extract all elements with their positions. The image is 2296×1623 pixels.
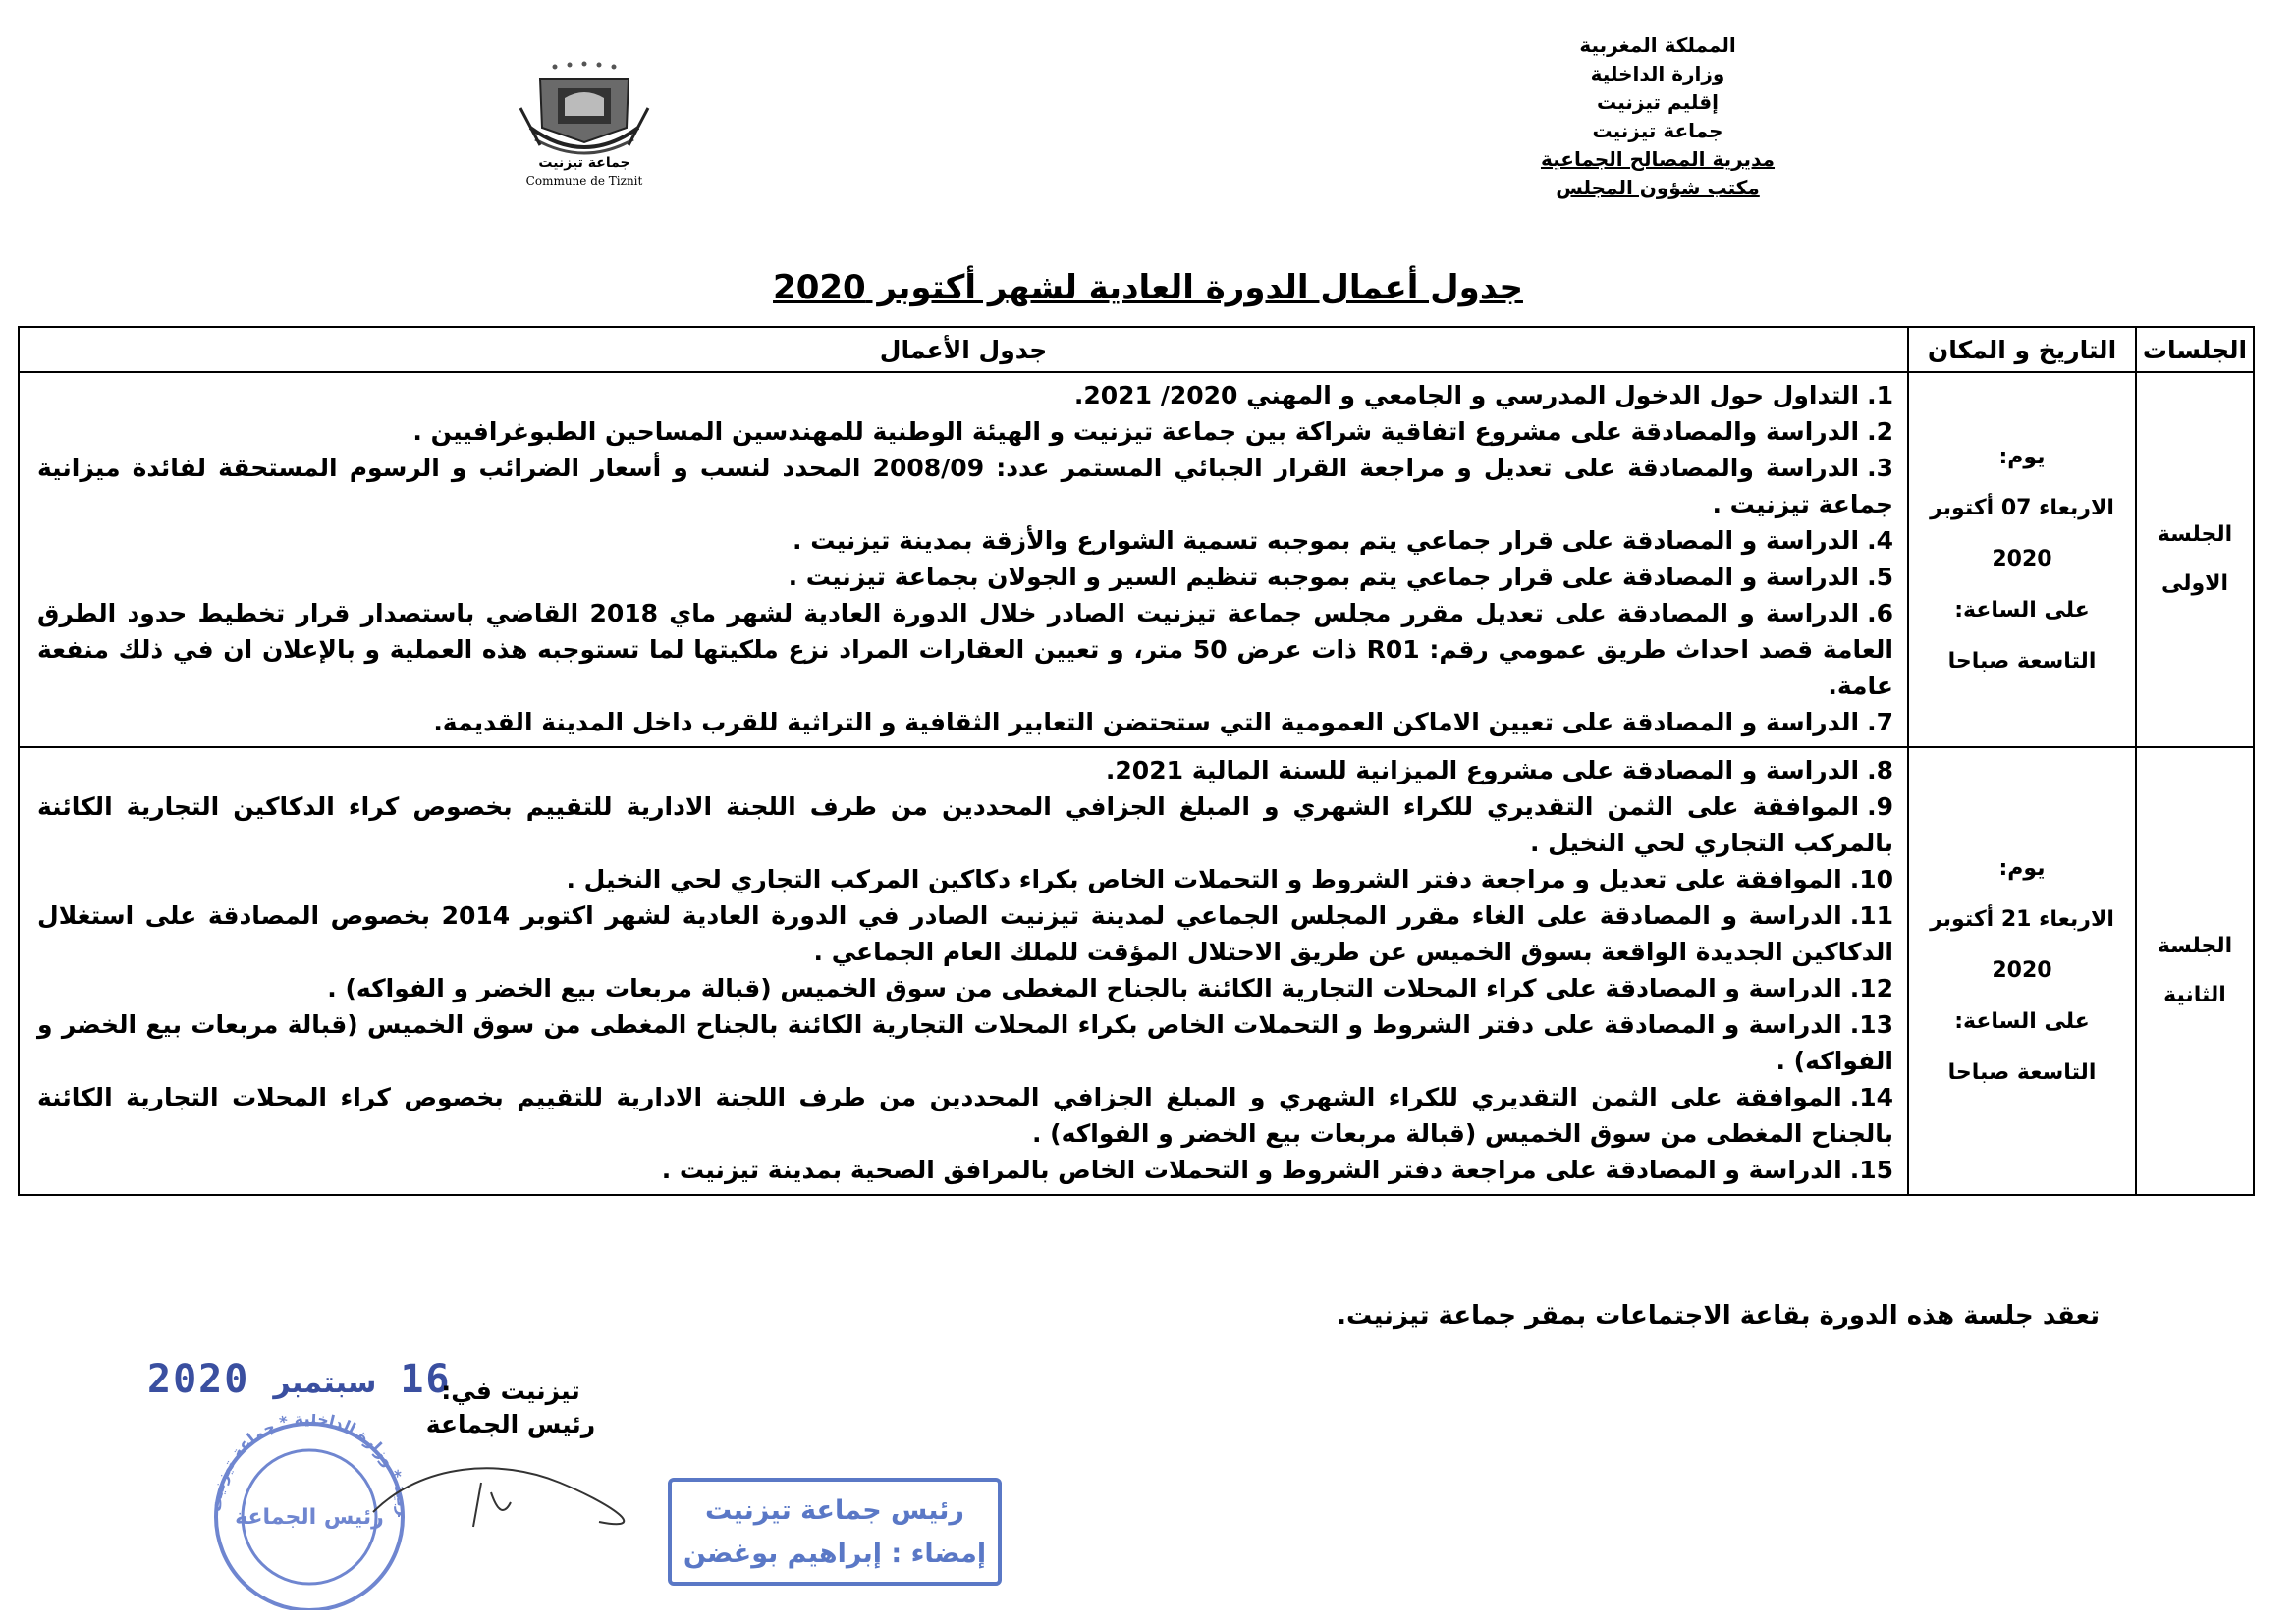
item-number: 9.	[1867, 792, 1893, 821]
header-agenda: جدول الأعمال	[19, 327, 1908, 372]
item-number: 5.	[1867, 563, 1893, 591]
name-stamp-title: رئيس جماعة تيزنيت	[705, 1495, 964, 1526]
item-number: 4.	[1867, 526, 1893, 555]
header-line-province: إقليم تيزنيت	[1597, 90, 1719, 114]
agenda-item	[37, 752, 1893, 788]
header-line-kingdom: المملكة المغربية	[1579, 33, 1736, 57]
time-label: على الساعة:	[1954, 598, 2090, 622]
agenda-item	[37, 897, 1893, 970]
item-text: الدراسة و المصادقة على كراء المحلات التجارية الكائنة بالجناح المغطى من سوق الخميس (قبالة مربعات بيع الخضر و الفواكه) .	[327, 974, 1842, 1002]
agenda-items-cell	[19, 747, 1908, 1195]
item-text: التداول حول الدخول المدرسي و الجامعي و المهني 2020/ 2021.	[1073, 381, 1860, 409]
session-name-line: الجلسة	[2157, 522, 2233, 547]
item-text: الدراسة والمصادقة على تعديل و مراجعة القرار الجبائي المستمر عدد: 2008/09 المحدد لنسب و أسعار الضرائب و الرسوم المستحقة لفائدة ميزانية جماعة تيزنيت .	[37, 454, 1893, 518]
time-value: التاسعة صباحا	[1947, 1060, 2097, 1085]
session-date-cell	[1908, 747, 2136, 1195]
item-text: الدراسة و المصادقة على تعيين الاماكن العمومية التي ستحتضن التعابير الثقافية و التراثية للقرب داخل المدينة القديمة.	[433, 708, 1860, 736]
commune-emblem-icon	[511, 59, 658, 196]
item-text: الدراسة و المصادقة على دفتر الشروط و التحملات الخاص بكراء المحلات التجارية الكائنة بالجناح المغطى من سوق الخميس (قبالة مربعات بيع الخضر و الفواكه) .	[37, 1010, 1893, 1075]
date-label: يوم:	[1998, 445, 2046, 469]
session-name-cell	[2136, 747, 2254, 1195]
agenda-item	[37, 377, 1893, 413]
header-line-ministry: وزارة الداخلية	[1590, 62, 1725, 85]
signed-at-label: تيزنيت في:	[441, 1377, 580, 1405]
header-date-place: التاريخ و المكان	[1908, 327, 2136, 372]
session-name-line: الجلسة	[2157, 934, 2233, 958]
item-text: الموافقة على الثمن التقديري للكراء الشهري و المبلغ الجزافي المحددين من طرف اللجنة الادارية للتقييم بخصوص كراء المحلات التجارية الكائنة بالجناح المغطى من سوق الخميس (قبالة مربعات بيع الخضر و الفواكه) .	[37, 1083, 1893, 1148]
meeting-location-note: تعقد جلسة هذه الدورة بقاعة الاجتماعات بمقر جماعة تيزنيت.	[1337, 1301, 2100, 1330]
agenda-table	[18, 326, 2255, 1196]
round-stamp-ring-text: ربية * وزارة الداخلية * جماعة تيزنيت	[205, 1414, 413, 1517]
header-line-commune: جماعة تيزنيت	[1592, 119, 1723, 142]
item-text: الدراسة و المصادقة على مراجعة دفتر الشروط و التحملات الخاص بالمرافق الصحية بمدينة تيزنيت .	[661, 1156, 1842, 1184]
date-stamp-year: 2020	[147, 1357, 250, 1402]
agenda-item	[37, 704, 1893, 740]
item-text: الدراسة و المصادقة على الغاء مقرر المجلس الجماعي لمدينة تيزنيت الصادر في الدورة العادية لشهر اكتوبر 2014 بخصوص المصادقة على استغلال الدكاكين الجديدة الواقعة بسوق الخميس عن طريق الاحتلال المؤقت للملك العام الجماعي .	[37, 901, 1893, 966]
item-text: الدراسة و المصادقة على مشروع الميزانية للسنة المالية 2021.	[1105, 756, 1860, 784]
session-row-first	[19, 372, 2254, 747]
item-number: 15.	[1849, 1156, 1893, 1184]
header-sessions: الجلسات	[2136, 327, 2254, 372]
date-stamp-month: سبتمبر	[273, 1366, 377, 1400]
agenda-item	[37, 413, 1893, 450]
header-line-office: مكتب شؤون المجلس	[1556, 176, 1760, 199]
session-name-line: الثانية	[2163, 983, 2226, 1007]
agenda-item	[37, 559, 1893, 595]
agenda-item	[37, 970, 1893, 1006]
item-text: الدراسة و المصادقة على قرار جماعي يتم بموجبه تسمية الشوارع والأزقة بمدينة تيزنيت .	[793, 526, 1860, 555]
session-name-line: الاولى	[2160, 571, 2229, 596]
signature-icon	[363, 1453, 658, 1542]
item-text: الدراسة والمصادقة على مشروع اتفاقية شراكة بين جماعة تيزنيت و الهيئة الوطنية للمهندسين المساحين الطبوغرافيين .	[412, 417, 1860, 446]
session-row-second	[19, 747, 2254, 1195]
president-name-stamp	[668, 1478, 1002, 1586]
agenda-item	[37, 1006, 1893, 1079]
agenda-item	[37, 595, 1893, 704]
item-number: 6.	[1867, 599, 1894, 627]
item-number: 13.	[1849, 1010, 1893, 1039]
item-number: 8.	[1867, 756, 1893, 784]
agenda-item	[37, 1079, 1893, 1152]
session-name-cell	[2136, 372, 2254, 747]
time-value: التاسعة صباحا	[1947, 649, 2097, 674]
name-stamp-signature: إمضاء : إبراهيم بوغضن	[683, 1539, 987, 1569]
handwritten-signature	[363, 1453, 658, 1542]
header-institution	[1530, 31, 1785, 202]
date-value: الاربعاء 07 أكتوبر 2020	[1930, 496, 2114, 571]
signer-title: رئيس الجماعة	[425, 1410, 596, 1438]
time-label: على الساعة:	[1954, 1009, 2090, 1034]
date-value: الاربعاء 21 أكتوبر 2020	[1930, 907, 2114, 983]
item-number: 10.	[1849, 865, 1893, 893]
item-number: 12.	[1849, 974, 1893, 1002]
item-number: 7.	[1867, 708, 1893, 736]
item-number: 3.	[1867, 454, 1893, 482]
signature-label	[412, 1375, 609, 1441]
agenda-items-cell	[19, 372, 1908, 747]
item-text: الموافقة على تعديل و مراجعة دفتر الشروط و التحملات الخاص بكراء دكاكين المركب التجاري لحي النخيل .	[566, 865, 1842, 893]
header-line-directorate: مديرية المصالح الجماعية	[1540, 147, 1776, 171]
logo-caption-ar: جماعة تيزنيت	[538, 155, 630, 171]
session-date-cell	[1908, 372, 2136, 747]
agenda-item	[37, 450, 1893, 522]
document-title: جدول أعمال الدورة العادية لشهر أكتوبر 2020	[773, 268, 1523, 307]
table-header-row	[19, 327, 2254, 372]
item-number: 2.	[1867, 417, 1893, 446]
logo-caption-fr: Commune de Tiznit	[525, 174, 643, 188]
commune-logo	[511, 59, 658, 196]
date-label: يوم:	[1998, 856, 2046, 881]
round-stamp-center-text: رئيس الجماعة	[235, 1505, 384, 1530]
item-text: الدراسة و المصادقة على قرار جماعي يتم بموجبه تنظيم السير و الجولان بجماعة تيزنيت .	[788, 563, 1860, 591]
date-stamp-day: 16	[400, 1357, 452, 1402]
item-number: 14.	[1849, 1083, 1893, 1111]
agenda-item	[37, 861, 1893, 897]
agenda-item	[37, 522, 1893, 559]
item-text: الموافقة على الثمن التقديري للكراء الشهري و المبلغ الجزافي المحددين من طرف اللجنة الادارية للتقييم بخصوص كراء الدكاكين التجارية الكائنة بالمركب التجاري لحي النخيل .	[37, 792, 1893, 857]
agenda-item	[37, 788, 1893, 861]
item-number: 1.	[1867, 381, 1893, 409]
item-number: 11.	[1849, 901, 1893, 930]
item-text: الدراسة و المصادقة على تعديل مقرر مجلس جماعة تيزنيت الصادر خلال الدورة العادية لشهر ماي 2018 القاضي باستصدار قرار تخطيط حدود الطرق العامة قصد احداث طريق عمومي رقم: R01 ذات عرض 50 متر، و تعيين العقارات المراد نزع ملكيتها لما تستوجبه هذه العملية و بالإعلان ان في ذلك منفعة عامة.	[37, 599, 1893, 700]
agenda-item	[37, 1152, 1893, 1188]
